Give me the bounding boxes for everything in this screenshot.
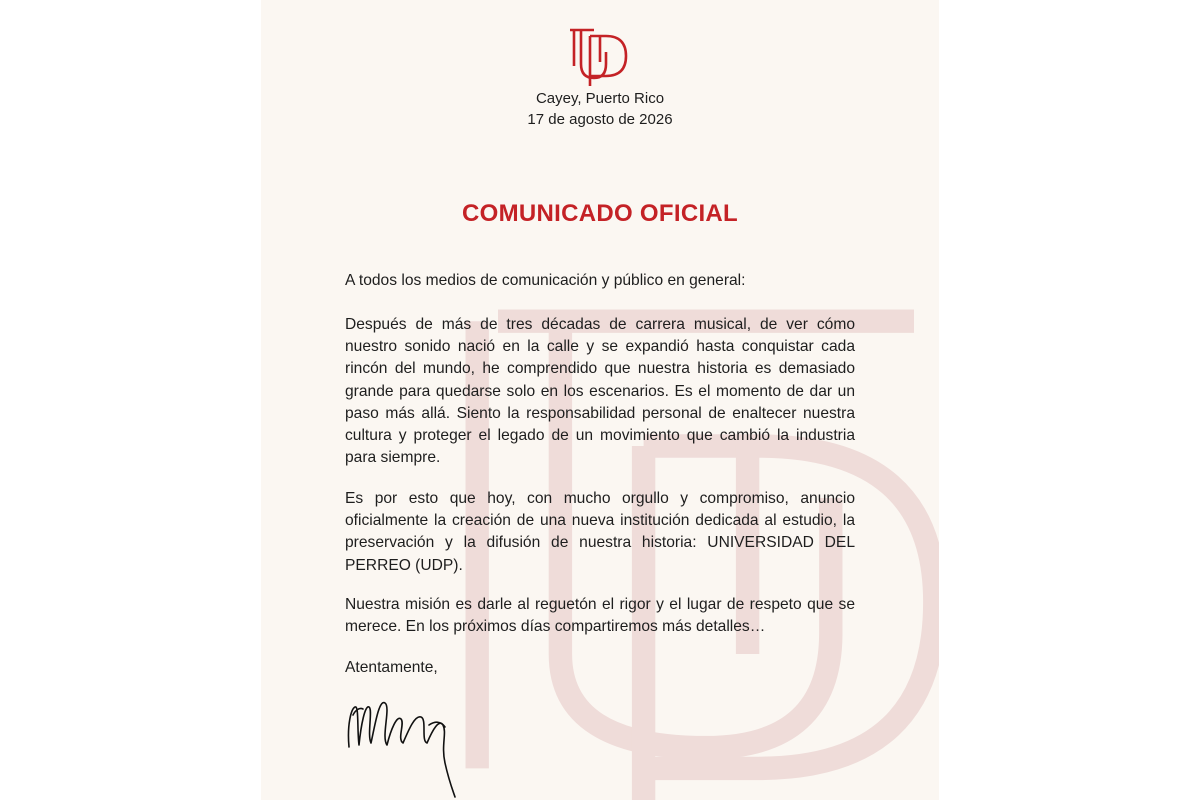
- udp-logo: [564, 26, 636, 88]
- letter-date: 17 de agosto de 2026: [527, 111, 673, 128]
- paragraph-3: Nuestra misión es darle al reguetón el rigor y el lugar de respeto que se merece. En los próximos días compartiremos más detalles…: [345, 596, 855, 636]
- letter-place: Cayey, Puerto Rico: [535, 90, 665, 107]
- letter-sheet: [261, 0, 939, 800]
- document-title: COMUNICADO OFICIAL: [461, 200, 739, 227]
- handwritten-signature: [341, 685, 491, 800]
- paragraph-1: Después de más de tres décadas de carrera musical, de ver cómo nuestro sonido nació en la calle y se expandió hasta conquistar cada rincón del mundo, he comprendido que nuestra historia es demasiado grande para quedarse solo en los escenarios. Es el momento de dar un paso más allá. Siento la responsabilidad personal de enaltecer nuestra cultura y proteger el legado de un movimiento que cambió la industria para siempre.: [345, 316, 855, 467]
- greeting: A todos los medios de comunicación y público en general:: [345, 272, 746, 289]
- closing: Atentamente,: [345, 659, 438, 676]
- paragraph-2: Es por esto que hoy, con mucho orgullo y compromiso, anuncio oficialmente la creación de una nueva institución dedicada al estudio, la preservación y la difusión de nuestra historia: UNIVERSIDAD DEL PERREO (UDP).: [345, 490, 855, 574]
